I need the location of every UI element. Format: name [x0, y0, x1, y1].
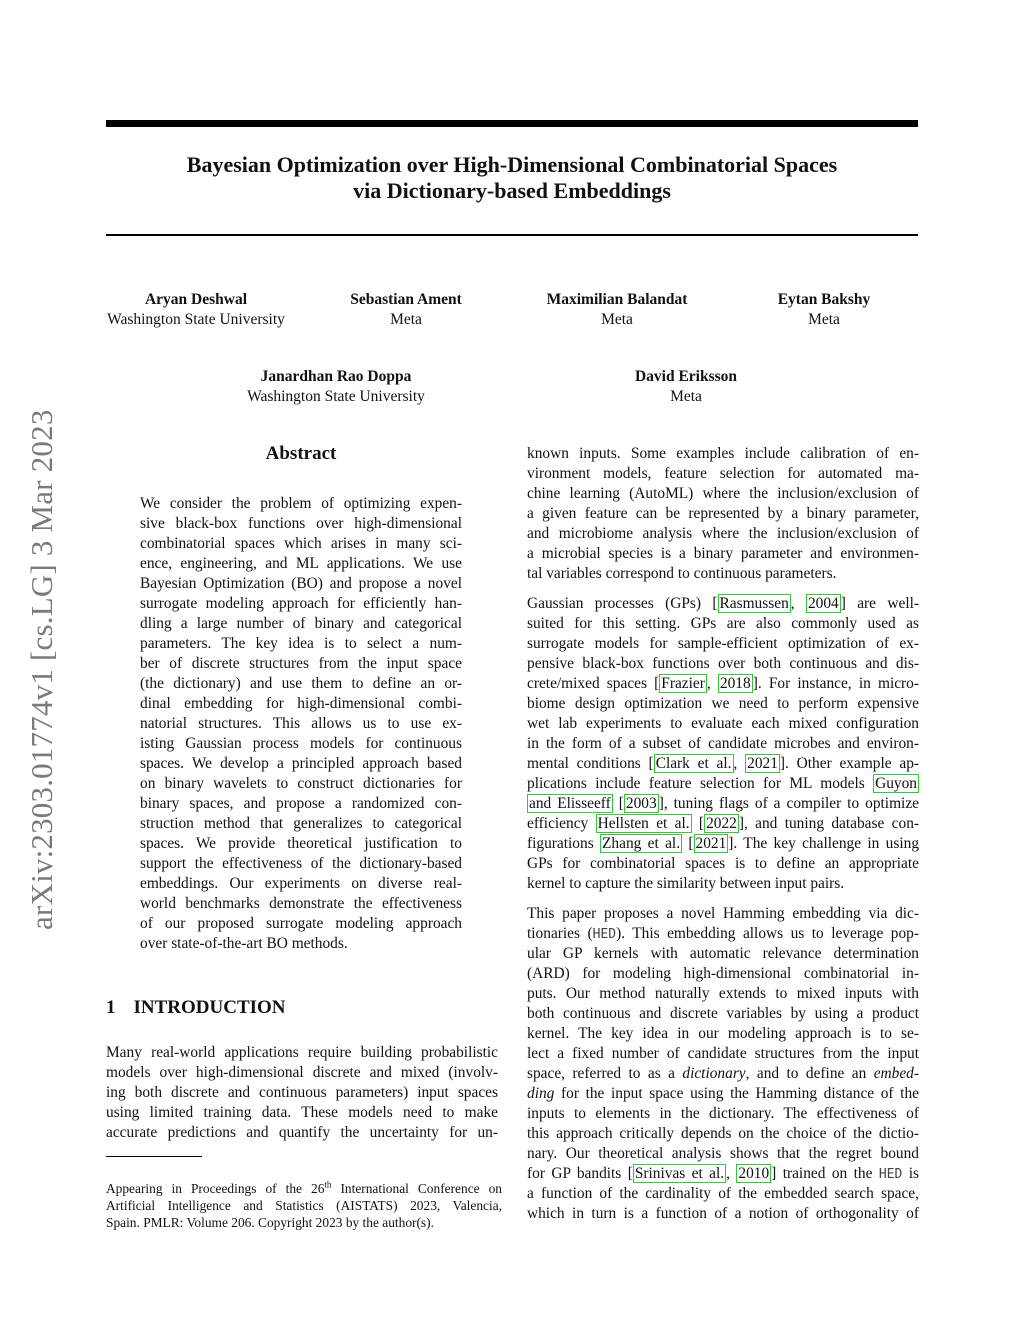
- body-line: wet lab experiments to evaluate each mixed configuration: [527, 715, 919, 732]
- author-affiliation: Washington State University: [247, 388, 425, 405]
- abstract-line: parameters. The key idea is to select a num-: [140, 635, 462, 652]
- citation-link[interactable]: Hellsten et al.: [597, 815, 690, 832]
- citation-link[interactable]: Zhang et al.: [602, 835, 681, 852]
- body-line: This paper proposes a novel Hamming embedding via dic-: [527, 905, 919, 922]
- text-span: ] trained on the: [771, 1165, 879, 1182]
- body-line: GPs for combinatorial spaces is to define an appropriate: [527, 855, 919, 872]
- footnote-text: International Conference on: [331, 1181, 502, 1196]
- body-line: [527, 924, 919, 944]
- text-span: Gaussian processes (GPs) [: [527, 595, 718, 612]
- body-line: chine learning (AutoML) where the inclusion/exclusion of: [527, 485, 919, 502]
- author-block: [522, 290, 712, 330]
- body-line: nary. Our theoretical analysis shows that the regret bound: [527, 1145, 919, 1162]
- abstract-line: isting Gaussian process models for continuous: [140, 735, 462, 752]
- body-line: [527, 1164, 919, 1184]
- citation-link[interactable]: 2018: [719, 675, 751, 692]
- hed-term: HED: [878, 1167, 903, 1182]
- abstract-line: of our proposed surrogate modeling approach: [140, 915, 462, 932]
- author-affiliation: Meta: [808, 311, 840, 328]
- body-line: a microbial species is a binary parameter and environmen-: [527, 545, 919, 562]
- body-line: vironment models, feature selection for automated ma-: [527, 465, 919, 482]
- title-line-1: Bayesian Optimization over High-Dimensional Combinatorial Spaces: [186, 152, 838, 177]
- abstract-line: binary spaces, and propose a randomized con-: [140, 795, 462, 812]
- abstract-line: embeddings. Our experiments on diverse real-: [140, 875, 462, 892]
- title-line-2: via Dictionary-based Embeddings: [353, 178, 671, 203]
- body-line: in the form of a subset of candidate microbes and environ-: [527, 735, 919, 752]
- abstract-line: spaces. We develop a principled approach based: [140, 755, 462, 772]
- abstract-line: surrogate modeling approach for efficiently han-: [140, 595, 462, 612]
- abstract-heading: Abstract: [265, 443, 337, 464]
- text-span: [: [612, 795, 624, 812]
- text-span: space, referred to as a: [527, 1065, 683, 1082]
- text-span: figurations: [527, 835, 601, 852]
- text-span: efficiency: [527, 815, 596, 832]
- text-span: ,: [733, 755, 746, 772]
- section-title: INTRODUCTION: [133, 997, 286, 1018]
- abstract-line: on binary wavelets to construct dictionaries for: [140, 775, 462, 792]
- title-top-rule: [106, 120, 918, 127]
- author-block: [96, 290, 296, 330]
- right-paragraph-2: [527, 594, 919, 894]
- abstract-line: spaces. We provide theoretical justification to: [140, 835, 462, 852]
- citation-link[interactable]: 2021: [695, 835, 727, 852]
- section-number: 1: [106, 997, 116, 1018]
- text-span: ,: [706, 675, 718, 692]
- intro-line: using limited training data. These models need to make: [106, 1104, 498, 1121]
- footnote-superscript: th: [324, 1180, 332, 1190]
- abstract-line: ber of discrete structures from the input space: [140, 655, 462, 672]
- author-name: Sebastian Ament: [350, 291, 462, 308]
- body-line: (ARD) for modeling high-dimensional combinatorial in-: [527, 965, 919, 982]
- abstract-line: natorial structures. This allows us to use ex-: [140, 715, 462, 732]
- title-bottom-rule: [106, 234, 918, 236]
- body-line: a function of the cardinality of the embedded search space,: [527, 1185, 919, 1202]
- citation-link[interactable]: 2004: [807, 595, 839, 612]
- abstract-line: world benchmarks demonstrate the effectiveness: [140, 895, 462, 912]
- text-span: plications include feature selection for ML models: [527, 775, 874, 792]
- text-span: is: [902, 1165, 919, 1182]
- body-line: [527, 814, 919, 834]
- text-span: mental conditions [: [527, 755, 654, 772]
- body-line: which in turn is a function of a notion of orthogonality of: [527, 1205, 919, 1222]
- abstract-line: ence, engineering, and ML applications. We use: [140, 555, 462, 572]
- body-line: kernel to capture the similarity between input pairs.: [527, 875, 845, 892]
- body-line: both continuous and discrete variables by using a product: [527, 1005, 919, 1022]
- text-span: ). This embedding allows us to leverage pop-: [616, 925, 919, 942]
- author-block: [606, 367, 766, 407]
- text-span: [: [691, 815, 705, 832]
- italic-term: embed-: [873, 1065, 919, 1082]
- body-line: [527, 1084, 919, 1104]
- citation-link[interactable]: Rasmussen: [719, 595, 789, 612]
- body-line: [527, 794, 919, 814]
- abstract-line: struction method that generalizes to categorical: [140, 815, 462, 832]
- body-line: suited for this setting. GPs are also commonly used as: [527, 615, 919, 632]
- body-line: biome design optimization we need to perform expensive: [527, 695, 919, 712]
- body-line: [527, 834, 919, 854]
- text-span: for the input space using the Hamming distance of the: [554, 1085, 919, 1102]
- abstract-line: dling a large number of binary and categorical: [140, 615, 462, 632]
- footnote-line: Spain. PMLR: Volume 206. Copyright 2023 by the author(s).: [106, 1215, 434, 1230]
- hed-term: HED: [592, 927, 617, 942]
- text-span: ], and tuning database con-: [738, 815, 919, 832]
- author-block: [316, 290, 496, 330]
- body-line: this approach critically depends on the choice of the dictio-: [527, 1125, 919, 1142]
- text-span: ]. The key challenge in using: [728, 835, 919, 852]
- author-affiliation: Meta: [670, 388, 702, 405]
- abstract-line: dinal embedding for high-dimensional combi-: [140, 695, 462, 712]
- author-name: David Eriksson: [634, 368, 738, 385]
- arxiv-stamp: arXiv:2303.01774v1 [cs.LG] 3 Mar 2023: [24, 409, 59, 930]
- author-affiliation: Meta: [390, 311, 422, 328]
- abstract-line: We consider the problem of optimizing expen-: [140, 495, 462, 512]
- abstract-line: (the dictionary) and use them to define an or-: [140, 675, 462, 692]
- intro-line: models over high-dimensional discrete and mixed (involv-: [106, 1064, 498, 1081]
- text-span: ] are well-: [840, 595, 919, 612]
- paper-title: [106, 152, 918, 204]
- abstract-line: over state-of-the-art BO methods.: [140, 935, 348, 952]
- author-name: Aryan Deshwal: [144, 291, 248, 308]
- body-line: lect a fixed number of candidate structures from the input: [527, 1045, 919, 1062]
- citation-link[interactable]: Frazier: [661, 675, 705, 692]
- abstract-line: sive black-box functions over high-dimensional: [140, 515, 462, 532]
- body-line: [527, 674, 919, 694]
- body-line: tal variables correspond to continuous parameters.: [527, 565, 837, 582]
- right-paragraph-1: [527, 444, 919, 584]
- body-line: surrogate models for sample-efficient optimization of ex-: [527, 635, 919, 652]
- author-block: [236, 367, 436, 407]
- author-name: Eytan Bakshy: [777, 291, 871, 308]
- footnote-rule: [106, 1156, 202, 1157]
- citation-link[interactable]: 2021: [747, 755, 778, 772]
- body-line: ular GP kernels with automatic relevance determination: [527, 945, 919, 962]
- abstract-line: support the effectiveness of the dictionary-based: [140, 855, 462, 872]
- italic-term: dictionary: [682, 1065, 746, 1082]
- author-affiliation: Washington State University: [107, 311, 285, 328]
- body-line: kernel. The key idea in our modeling approach is to se-: [527, 1025, 919, 1042]
- footnote-text: Appearing in Proceedings of the 26: [106, 1181, 325, 1196]
- citation-link[interactable]: Clark et al.: [655, 755, 732, 772]
- text-span: tionaries (: [527, 925, 593, 942]
- text-span: crete/mixed spaces [: [527, 675, 660, 692]
- body-line: known inputs. Some examples include calibration of en-: [527, 445, 919, 462]
- body-line: a given feature can be represented by a binary parameter,: [527, 505, 919, 522]
- text-span: ], tuning flags of a compiler to optimize: [658, 795, 919, 812]
- text-span: ]. For instance, in micro-: [752, 675, 919, 692]
- section-heading-introduction: [106, 997, 286, 1019]
- footnote-line: Artificial Intelligence and Statistics (AISTATS) 2023, Valencia,: [106, 1198, 502, 1213]
- footnote: [106, 1180, 502, 1231]
- intro-line: accurate predictions and quantify the uncertainty for un-: [106, 1124, 498, 1141]
- author-affiliation: Meta: [601, 311, 633, 328]
- citation-link[interactable]: Srinivas et al.: [634, 1165, 725, 1182]
- abstract-body: [140, 494, 462, 954]
- author-block: [748, 290, 900, 330]
- citation-link[interactable]: and Elisseeff: [529, 795, 611, 812]
- text-span: [: [682, 835, 694, 852]
- body-line: [527, 594, 919, 614]
- citation-link[interactable]: 2003: [625, 795, 657, 812]
- citation-link[interactable]: 2022: [706, 815, 737, 832]
- footnote-line: [106, 1180, 502, 1197]
- text-span: , and to define an: [745, 1065, 874, 1082]
- body-line: [527, 1064, 919, 1084]
- abstract-line: combinatorial spaces which arises in many sci-: [140, 535, 462, 552]
- body-line: [527, 774, 919, 794]
- intro-paragraph: [106, 1043, 498, 1143]
- body-line: [527, 754, 919, 774]
- body-line: puts. Our method naturally extends to mixed inputs with: [527, 985, 919, 1002]
- abstract-line: Bayesian Optimization (BO) and propose a novel: [140, 575, 462, 592]
- intro-line: ing both discrete and continuous parameters) input spaces: [106, 1084, 498, 1101]
- right-column: [527, 444, 919, 1234]
- author-name: Janardhan Rao Doppa: [260, 368, 412, 385]
- body-line: pensive black-box functions over both continuous and dis-: [527, 655, 919, 672]
- text-span: ,: [726, 1165, 737, 1182]
- text-span: ]. Other example ap-: [779, 755, 919, 772]
- body-line: inputs to elements in the dictionary. The effectiveness of: [527, 1105, 919, 1122]
- text-span: for GP bandits [: [527, 1165, 633, 1182]
- body-line: and microbiome analysis where the inclusion/exclusion of: [527, 525, 919, 542]
- author-name: Maximilian Balandat: [546, 291, 688, 308]
- citation-link[interactable]: 2010: [738, 1165, 770, 1182]
- citation-link[interactable]: Guyon: [875, 775, 917, 792]
- intro-line: Many real-world applications require building probabilistic: [106, 1044, 498, 1061]
- right-paragraph-3: [527, 904, 919, 1224]
- italic-term: ding: [527, 1085, 555, 1102]
- text-span: ,: [790, 595, 806, 612]
